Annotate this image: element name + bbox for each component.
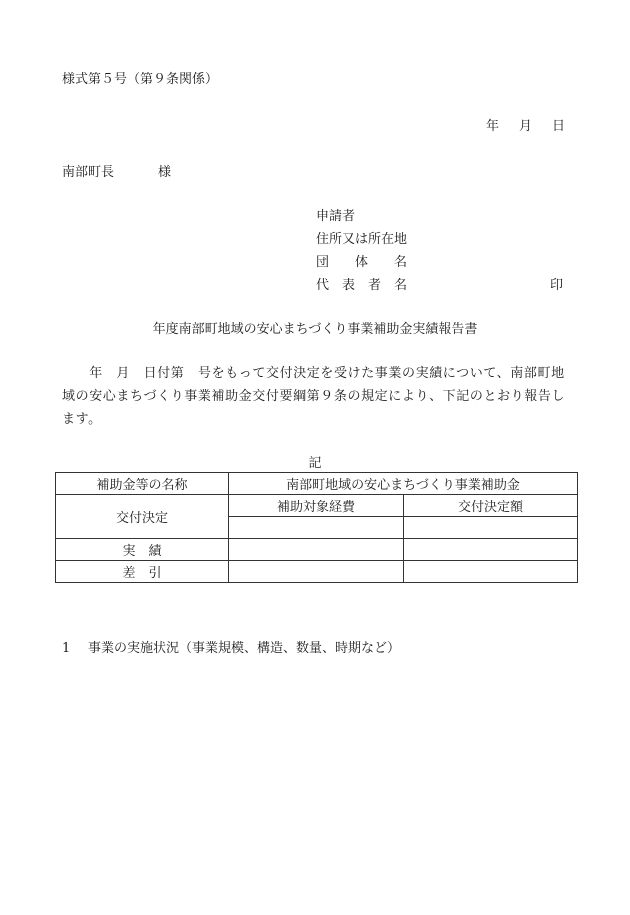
- seal-mark: 印: [550, 278, 564, 293]
- actual-label: 実 績: [56, 539, 229, 561]
- applicant-block: [316, 205, 407, 297]
- date-day: 日: [552, 119, 566, 134]
- document-title: 年度南部町地域の安心まちづくり事業補助金実績報告書: [152, 322, 478, 337]
- addressee-name: 南部町長: [62, 165, 115, 180]
- decision-amount-cell[interactable]: [404, 517, 578, 539]
- form-number: 様式第５号（第９条関係）: [62, 72, 219, 87]
- applicant-label: 申請者: [316, 209, 356, 224]
- section-number: 1: [62, 641, 71, 656]
- report-body-text: 年 月 日付第 号をもって交付決定を受けた事業の実績について、南部町地域の安心まちづくり事業補助金交付要綱第９条の規定により、下記のとおり報告します。: [62, 366, 566, 427]
- table-row: [56, 473, 578, 495]
- submission-date: [486, 115, 565, 134]
- applicant-organization-label: 団 体 名: [316, 255, 408, 270]
- table-row: [56, 495, 578, 517]
- actual-expense-cell[interactable]: [229, 539, 404, 561]
- applicant-representative-label: 代 表 者 名: [316, 278, 408, 293]
- report-table: [55, 472, 578, 583]
- table-row: [56, 561, 578, 583]
- addressee: [62, 161, 171, 180]
- expense-column-header: 補助対象経費: [229, 495, 404, 517]
- actual-amount-cell[interactable]: [404, 539, 578, 561]
- date-month: 月: [519, 119, 533, 134]
- difference-amount-cell[interactable]: [404, 561, 578, 583]
- decision-expense-cell[interactable]: [229, 517, 404, 539]
- decision-label: 交付決定: [56, 495, 229, 539]
- table-row: [56, 539, 578, 561]
- subsidy-name-label: 補助金等の名称: [56, 473, 229, 495]
- difference-label: 差 引: [56, 561, 229, 583]
- subsidy-name-value: 南部町地域の安心まちづくり事業補助金: [229, 473, 578, 495]
- ki-heading: 記: [308, 456, 322, 471]
- addressee-honorific: 様: [158, 165, 172, 180]
- difference-expense-cell[interactable]: [229, 561, 404, 583]
- section-heading: [62, 637, 400, 656]
- date-year: 年: [486, 119, 500, 134]
- amount-column-header: 交付決定額: [404, 495, 578, 517]
- section-title: 事業の実施状況（事業規模、構造、数量、時期など）: [88, 641, 401, 656]
- applicant-address-label: 住所又は所在地: [316, 232, 408, 247]
